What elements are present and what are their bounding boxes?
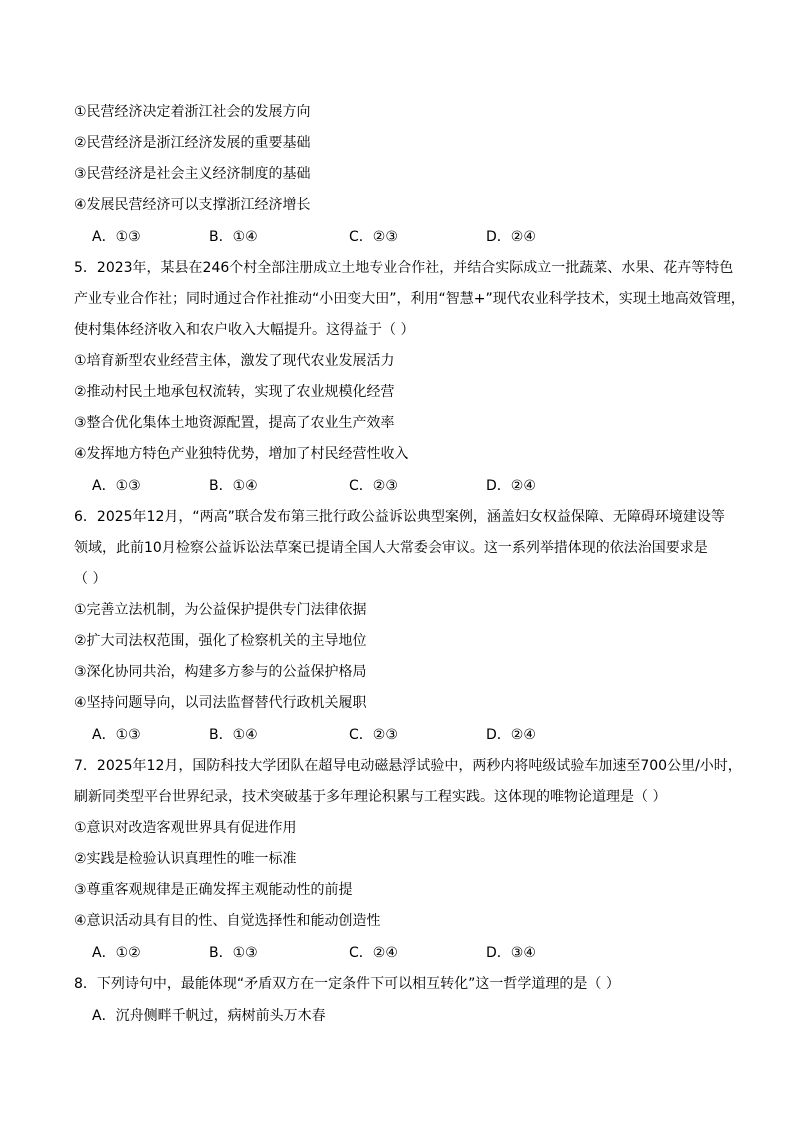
q4-option-d: D．②④ [486, 229, 536, 245]
q7-options [92, 943, 652, 963]
q4-statement-4: ④发展民营经济可以支撑浙江经济增长 [74, 197, 311, 213]
q7-statement-3: ③尊重客观规律是正确发挥主观能动性的前提 [74, 882, 353, 898]
q8-option-a: A．沉舟侧畔千帆过，病树前头万木春 [92, 1008, 326, 1024]
q6-stem-line-3: （ ） [74, 571, 107, 587]
q6-option-c: C．②③ [349, 727, 398, 743]
q8-stem-line-1: 8．下列诗句中，最能体现“矛盾双方在一定条件下可以相互转化”这一哲学道理的是（ ） [74, 976, 620, 992]
q4-option-a: A．①③ [92, 229, 141, 245]
q7-option-a: A．①② [92, 945, 141, 961]
q4-statement-3: ③民营经济是社会主义经济制度的基础 [74, 166, 311, 182]
q7-option-d: D．③④ [486, 945, 536, 961]
q6-statement-1: ①完善立法机制，为公益保护提供专门法律依据 [74, 602, 367, 618]
q7-stem-line-1: 7．2025年12月，国防科技大学团队在超导电动磁悬浮试验中，两秒内将吨级试验车加速至700公里/小时， [74, 758, 742, 774]
q5-option-b: B．①④ [209, 478, 258, 494]
q5-stem-line-3: 使村集体经济收入和农户收入大幅提升。这得益于（ ） [74, 322, 415, 338]
q4-option-c: C．②③ [349, 229, 398, 245]
q5-option-d: D．②④ [486, 478, 536, 494]
q7-statement-2: ②实践是检验认识真理性的唯一标准 [74, 851, 297, 867]
q4-statement-1: ①民营经济决定着浙江社会的发展方向 [74, 104, 311, 120]
q6-options [92, 725, 652, 745]
q5-stem-line-2: 产业专业合作社；同时通过合作社推动“小田变大田”，利用“智慧+”现代农业科学技术，实现土地高效管理， [74, 291, 745, 307]
q6-stem-line-2: 领域，此前10月检察公益诉讼法草案已提请全国人大常委会审议。这一系列举措体现的依法治国要求是 [74, 540, 708, 556]
q4-statement-2: ②民营经济是浙江经济发展的重要基础 [74, 135, 311, 151]
q6-statement-2: ②扩大司法权范围，强化了检察机关的主导地位 [74, 633, 367, 649]
q5-stem-line-1: 5．2023年，某县在246个村全部注册成立土地专业合作社，并结合实际成立一批蔬菜、水果、花卉等特色 [74, 260, 734, 276]
q5-option-c: C．②③ [349, 478, 398, 494]
q7-option-c: C．②④ [349, 945, 398, 961]
q5-option-a: A．①③ [92, 478, 141, 494]
q7-statement-1: ①意识对改造客观世界具有促进作用 [74, 820, 297, 836]
q7-statement-4: ④意识活动具有目的性、自觉选择性和能动创造性 [74, 913, 381, 929]
q5-statement-2: ②推动村民土地承包权流转，实现了农业规模化经营 [74, 384, 395, 400]
q6-stem-line-1: 6．2025年12月，“两高”联合发布第三批行政公益诉讼典型案例，涵盖妇女权益保障、无障碍环境建设等 [74, 509, 725, 525]
q4-option-b: B．①④ [209, 229, 258, 245]
q5-statement-4: ④发挥地方特色产业独特优势，增加了村民经营性收入 [74, 446, 409, 462]
q6-option-a: A．①③ [92, 727, 141, 743]
q4-options [92, 227, 652, 247]
q5-statement-1: ①培育新型农业经营主体，激发了现代农业发展活力 [74, 353, 395, 369]
q6-option-d: D．②④ [486, 727, 536, 743]
q6-statement-3: ③深化协同共治，构建多方参与的公益保护格局 [74, 664, 367, 680]
q6-option-b: B．①④ [209, 727, 258, 743]
q7-option-b: B．①③ [209, 945, 258, 961]
q7-stem-line-2: 刷新同类型平台世界纪录，技术突破基于多年理论积累与工程实践。这体现的唯物论道理是（ ） [74, 789, 667, 805]
q5-options [92, 476, 652, 496]
q5-statement-3: ③整合优化集体土地资源配置，提高了农业生产效率 [74, 415, 395, 431]
q8-options [92, 1006, 652, 1026]
q6-statement-4: ④坚持问题导向，以司法监督替代行政机关履职 [74, 695, 367, 711]
